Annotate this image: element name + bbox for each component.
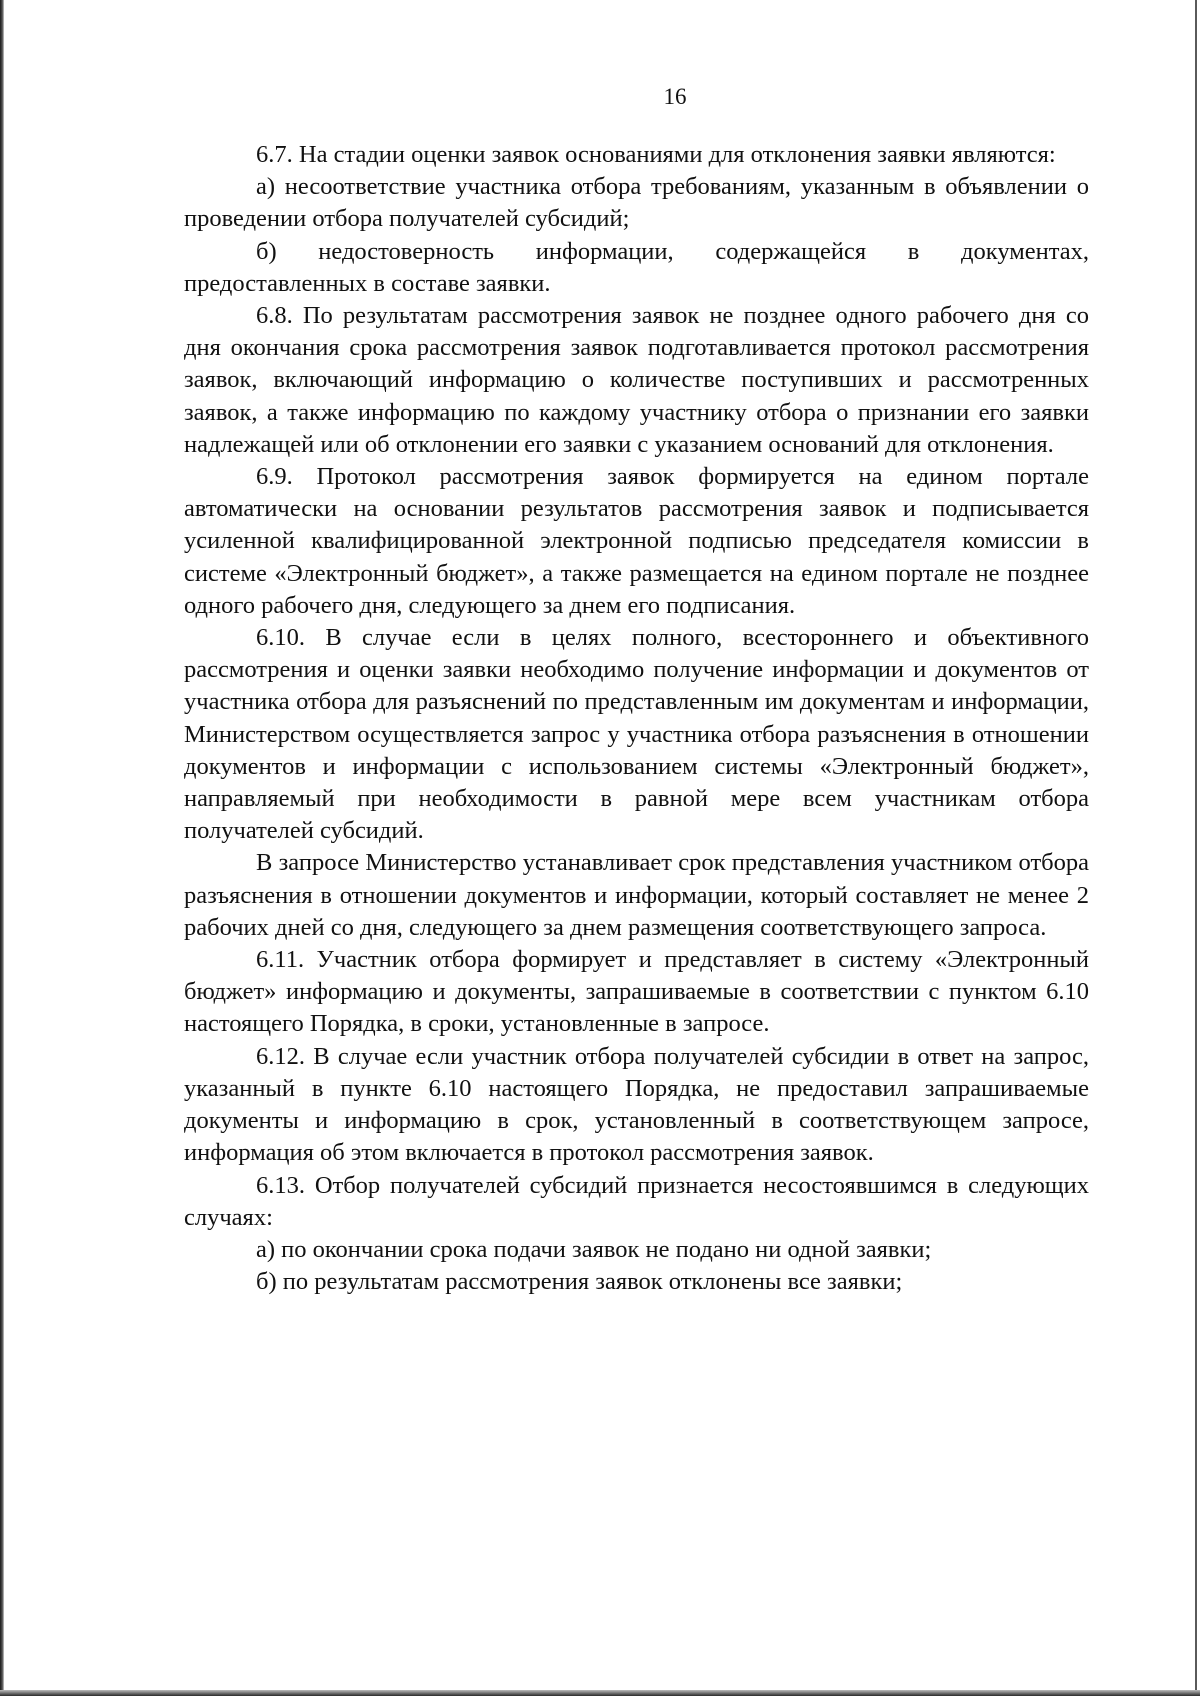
paragraph-6-7-a: а) несоответствие участника отбора требованиям, указанным в объявлении о проведении отбора получателей субсидий; <box>184 173 1089 233</box>
scan-left-edge <box>0 0 4 1696</box>
paragraph-6-11: 6.11. Участник отбора формирует и представляет в систему «Электронный бюджет» информацию и документы, запрашиваемые в соответствии с пунктом 6.10 настоящего Порядка, в сроки, установленные в запросе. <box>184 946 1089 1038</box>
paragraph-6-13-a: а) по окончании срока подачи заявок не подано ни одной заявки; <box>256 1235 932 1263</box>
scan-bottom-edge <box>0 1690 1200 1696</box>
paragraph-6-7: 6.7. На стадии оценки заявок основаниями для отклонения заявки являются: <box>256 141 1056 168</box>
page-number: 16 <box>663 84 687 109</box>
paragraph-6-10-request: В запросе Министерство устанавливает срок представления участником отбора разъяснения в отношении документов и информации, который составляет не менее 2 рабочих дней со дня, следующего за днем размещения соответствующего запроса. <box>184 849 1089 941</box>
paragraph-6-13-b: б) по результатам рассмотрения заявок отклонены все заявки; <box>256 1268 903 1296</box>
paragraph-6-7-b: б) недостоверность информации, содержащейся в документах, предоставленных в составе заявки. <box>184 237 1089 297</box>
paragraph-6-13: 6.13. Отбор получателей субсидий признается несостоявшимся в следующих случаях: <box>184 1171 1089 1231</box>
paragraph-6-10: 6.10. В случае если в целях полного, всестороннего и объективного рассмотрения и оценки заявки необходимо получение информации и документов от участника отбора для разъяснений по представленным им документам и информации, Министерством осуществляется запрос у участника отбора разъяснения в отношении документов и информации с использованием системы «Электронный бюджет», направляемый при необходимости в равной мере всем участникам отбора получателей субсидий. <box>184 624 1089 845</box>
paragraph-6-9: 6.9. Протокол рассмотрения заявок формируется на едином портале автоматически на основании результатов рассмотрения заявок и подписывается усиленной квалифицированной электронной подписью председателя комиссии в системе «Электронный бюджет», а также размещается на едином портале не позднее одного рабочего дня, следующего за днем его подписания. <box>184 463 1089 619</box>
document-body <box>184 139 1089 1298</box>
scan-right-edge <box>1195 0 1197 1696</box>
paragraph-6-12: 6.12. В случае если участник отбора получателей субсидии в ответ на запрос, указанный в пункте 6.10 настоящего Порядка, не предоставил запрашиваемые документы и информацию в срок, установленный в соответствующем запросе, информация об этом включается в протокол рассмотрения заявок. <box>184 1042 1089 1167</box>
paragraph-6-8: 6.8. По результатам рассмотрения заявок не позднее одного рабочего дня со дня окончания срока рассмотрения заявок подготавливается протокол рассмотрения заявок, включающий информацию о количестве поступивших и рассмотренных заявок, а также информацию по каждому участнику отбора о признании его заявки надлежащей или об отклонении его заявки с указанием оснований для отклонения. <box>184 302 1089 458</box>
